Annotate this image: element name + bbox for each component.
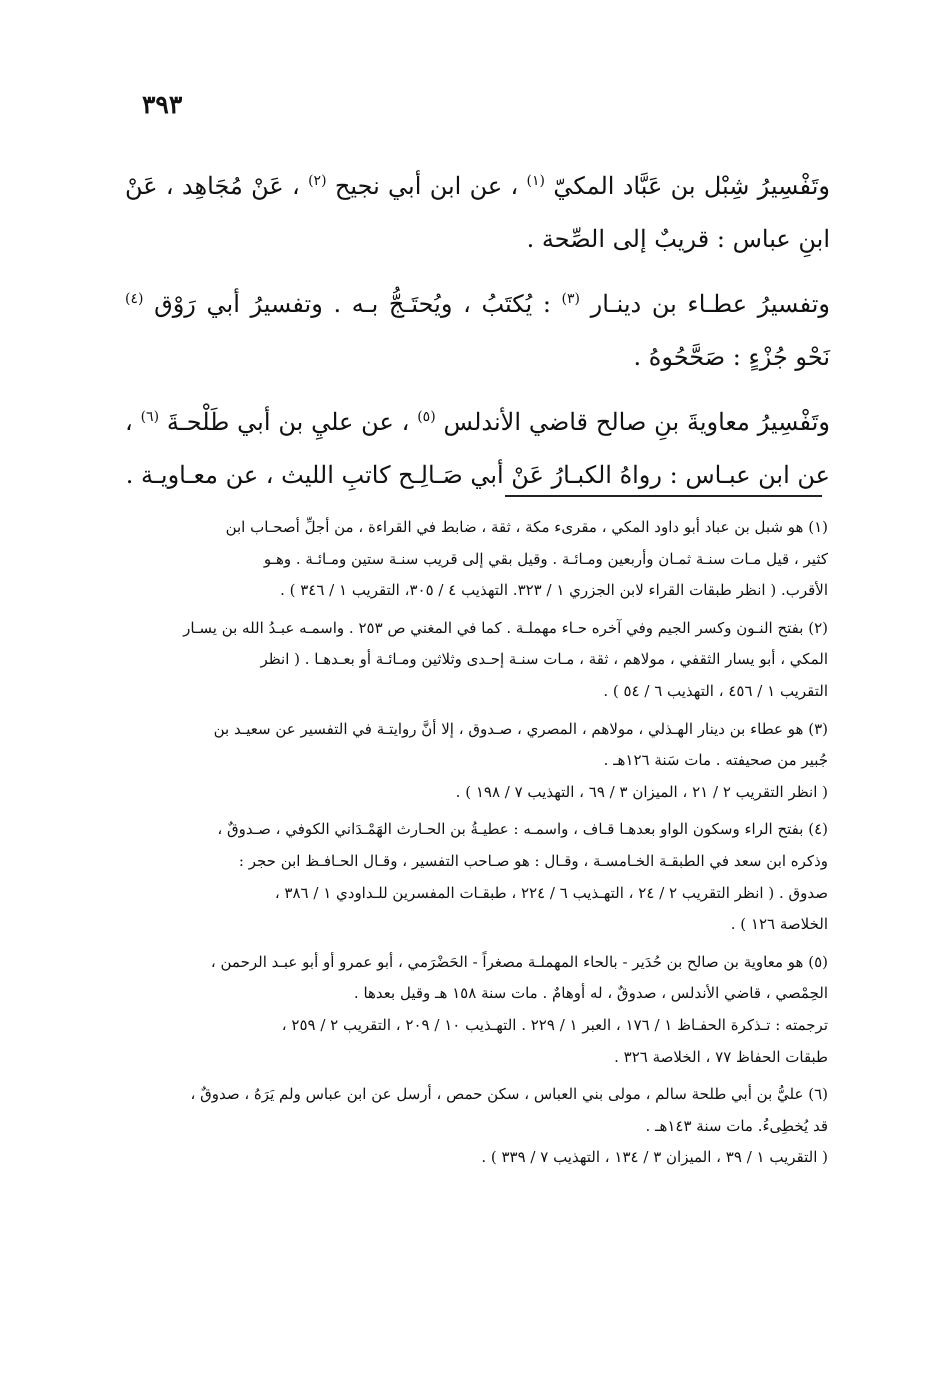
- footnote-number: (٢): [808, 618, 828, 637]
- footnote-3: [128, 714, 828, 809]
- footnote-line: [128, 1079, 828, 1111]
- footnote-line: ( انظر التقريب ٢ / ٢١ ، الميزان ٣ / ٦٩ ، التهذيب ٧ / ١٩٨ ) .: [455, 782, 828, 801]
- footnotes-section: [128, 512, 828, 1180]
- main-paragraph-1: [125, 160, 830, 266]
- footnote-line: قد يُخطِىءُ. مات سنة ١٤٣هـ .: [645, 1116, 828, 1135]
- footnote-ref-4[interactable]: (٤): [125, 291, 144, 307]
- paragraph-text: ، عن ابن عبـاس : رواهُ الكبـارُ عَنْ أبي صَـالِـح كاتبِ الليث ، عن معـاويـة .: [125, 408, 830, 489]
- footnote-text: هو شبل بن عباد أبو داود المكي ، مقرىء مكة ، ثقة ، ضابط في القراءة ، من أجلِّ أصحـاب ابن: [225, 518, 804, 536]
- main-paragraph-2: [125, 278, 830, 384]
- footnote-number: (١): [808, 518, 828, 536]
- footnote-number: (٣): [808, 719, 828, 738]
- footnote-line: جُبير من صحيفته . مات سَنة ١٢٦هـ .: [603, 751, 828, 770]
- footnote-line: وذكره ابن سعد في الطبقـة الخـامسـة ، وقـال : هو صـاحب التفسير ، وقـال الحـافـظ ابن حجر :: [238, 851, 828, 870]
- footnote-line: الحِمْصي ، قاضي الأندلس ، صدوقٌ ، له أوهامٌ . مات سنة ١٥٨ هـ وقيل بعدها .: [353, 984, 828, 1003]
- footnote-line: طبقات الحفاظ ٧٧ ، الخلاصة ٣٢٦ .: [614, 1047, 828, 1066]
- footnote-6: [128, 1079, 828, 1174]
- footnote-line: [128, 814, 828, 846]
- footnote-line: كثير ، قيل مـات سنـة ثمـان وأربعين ومـائـة . وقيل بقي إلى قريب سنـة ستين ومـائـة . وهـو: [263, 549, 828, 568]
- paragraph-text: : يُكتَبُ ، ويُحتَـجُّ بـه . وتفسيرُ أبي رَوْق: [143, 290, 551, 318]
- main-paragraph-3: [125, 396, 830, 502]
- paragraph-text: نَحْو جُزْءٍ : صَحَّحُوهُ .: [633, 343, 830, 371]
- footnote-number: (٦): [808, 1085, 828, 1104]
- footnote-text: هو عطاء بن دينار الهـذلي ، مولاهم ، المصري ، صـدوق ، إلا أنَّ روايتـة في التفسير عن سعيـد بن: [213, 719, 804, 738]
- footnote-text: عليُّ بن أبي طلحة سالم ، مولى بني العباس ، سكن حمص ، أرسل عن ابن عباس ولم يَرَهُ ، صدوقٌ ،: [190, 1085, 804, 1104]
- footnote-line: ( التقريب ١ / ٣٩ ، الميزان ٣ / ١٣٤ ، التهذيب ٧ / ٣٣٩ ) .: [481, 1148, 828, 1167]
- footnote-text: بفتح الراء وسكون الواو بعدهـا قـاف ، واسمـه : عطيـةُ بن الحـارث الهَمْـدَاني الكوفي ، صـدوقٌ ،: [217, 820, 804, 839]
- footnote-line: الخلاصة ١٢٦ ) .: [730, 915, 828, 934]
- paragraph-text: وتفسيرُ عطـاء بن دينـار: [590, 290, 830, 318]
- paragraph-text: ، عَنْ مُجَاهِد ، عَنْ ابنِ عباس : قريبٌ إلى الصِّحة .: [125, 172, 830, 253]
- footnote-5: [128, 947, 828, 1073]
- footnote-divider: [505, 495, 822, 497]
- footnote-line: صدوق . ( انظر التقريب ٢ / ٢٤ ، التهـذيب ٦ / ٢٢٤ ، طبقـات المفسرين للـداودي ١ / ٣٨٦ ،: [274, 883, 828, 902]
- footnote-line: [128, 714, 828, 746]
- footnote-line: [128, 947, 828, 979]
- paragraph-text: ، عن عليِ بن أبي طَلْحـةَ: [159, 408, 410, 436]
- footnote-number: (٥): [808, 952, 828, 971]
- paragraph-text: وتَفْسِيرُ شِبْل بن عَبَّاد المكيّ: [553, 172, 830, 200]
- footnote-text: بفتح النـون وكسر الجيم وفي آخره حـاء مهملـة . كما في المغني ص ٢٥٣ . واسمـه عبـدُ الله بن يسـار: [183, 618, 804, 637]
- page-number: ٣٩٣: [142, 90, 183, 119]
- footnote-2: [128, 613, 828, 708]
- paragraph-text: وتَفْسِيرُ معاويةَ بنِ صالح قاضي الأندلس: [443, 408, 830, 436]
- footnote-ref-3[interactable]: (٣): [561, 291, 581, 307]
- footnote-line: ترجمته : تـذكرة الحفـاظ ١ / ١٧٦ ، العبر ١ / ٢٢٩ . التهـذيب ١٠ / ٢٠٩ ، التقريب ٢ / ٢٥٩ ،: [281, 1015, 828, 1034]
- footnote-line: [128, 512, 828, 544]
- footnote-ref-1[interactable]: (١): [526, 173, 546, 189]
- footnote-ref-2[interactable]: (٢): [308, 173, 327, 189]
- main-text: [125, 160, 830, 514]
- footnote-line: التقريب ١ / ٤٥٦ ، التهذيب ٦ / ٥٤ ) .: [603, 681, 828, 700]
- paragraph-text: ، عن ابن أبي نجيح: [326, 172, 519, 200]
- footnote-line: الأقرب. ( انظر طبقات القراء لابن الجزري ١ / ٣٢٣. التهذيب ٤ / ٣٠٥، التقريب ١ / ٣٤٦ ) .: [280, 581, 828, 600]
- footnote-ref-5[interactable]: (٥): [417, 409, 436, 425]
- footnote-number: (٤): [808, 820, 828, 839]
- footnote-line: المكي ، أبو يسار الثقفي ، مولاهم ، ثقة ، مـات سنـة إحـدى وثلاثين ومـائـة أو بعـدهـا . ( انظر: [260, 650, 828, 669]
- footnote-4: [128, 814, 828, 940]
- footnote-text: هو معاوية بن صالح بن حُدَير - بالحاء المهملـة مصغراً - الحَضْرَمي ، أبو عمرو أو أبو عبـد الرحمن ،: [210, 952, 804, 971]
- footnote-line: [128, 613, 828, 645]
- footnote-1: [128, 512, 828, 607]
- footnote-ref-6[interactable]: (٦): [140, 409, 160, 425]
